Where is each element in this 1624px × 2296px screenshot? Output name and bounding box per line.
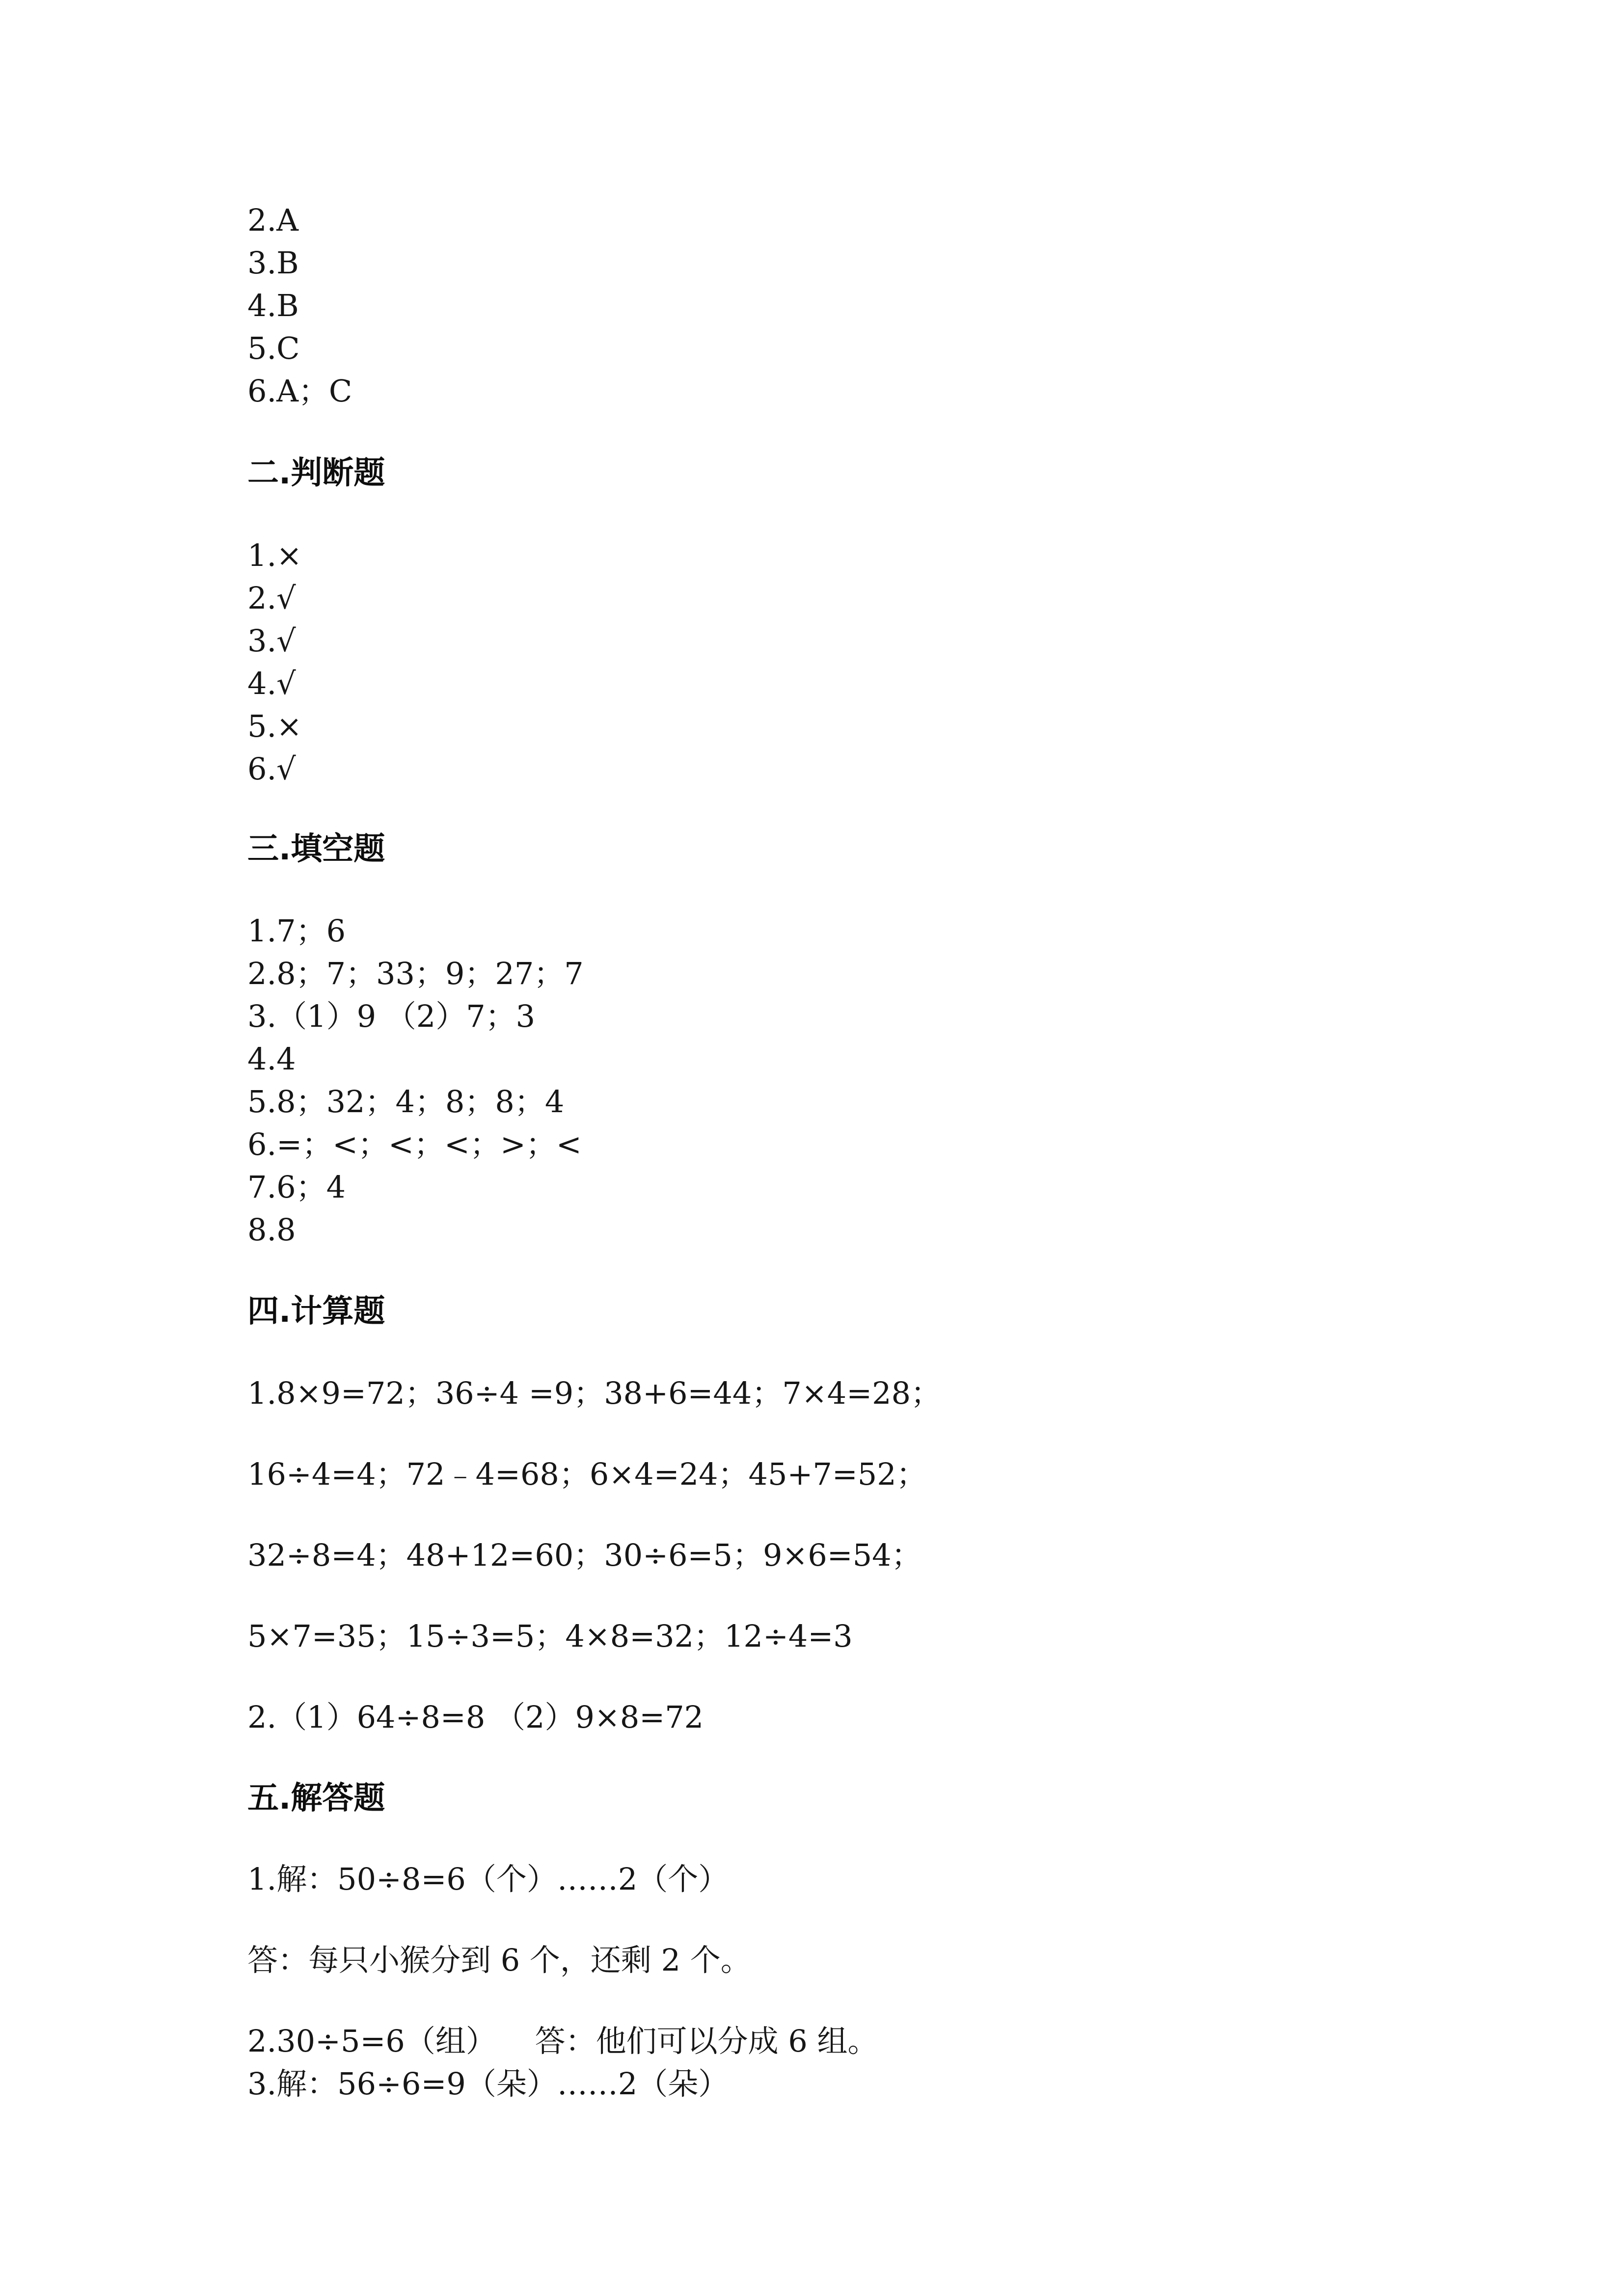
answer-line: 32÷8=4；48+12=60；30÷6=5；9×6=54； xyxy=(247,1537,922,1573)
section-heading-fill-blank: 三.填空题 xyxy=(247,831,385,867)
answer-line: 答：每只小猴分到 6 个，还剩 2 个。 xyxy=(247,1942,751,1978)
answer-line: 2.A xyxy=(247,202,298,238)
answer-line: 1.解：50÷8=6（个）……2（个） xyxy=(247,1861,729,1897)
answer-line: 5.× xyxy=(247,708,302,744)
answer-line: 3.√ xyxy=(247,623,296,659)
answer-line: 6.√ xyxy=(247,751,296,787)
answer-line: 3.解：56÷6=9（朵）……2（朵） xyxy=(247,2066,729,2102)
answer-line: 16÷4=4；72﹣4=68；6×4=24；45+7=52； xyxy=(247,1456,927,1492)
answer-line: 5×7=35；15÷3=5；4×8=32；12÷4=3 xyxy=(247,1618,853,1654)
section-heading-solve: 五.解答题 xyxy=(247,1780,385,1816)
section-heading-calculation: 四.计算题 xyxy=(247,1293,385,1330)
answer-line: 4.√ xyxy=(247,666,296,701)
answer-line: 2.8；7；33；9；27；7 xyxy=(247,956,584,991)
answer-line: 7.6；4 xyxy=(247,1169,346,1205)
answer-line: 2.√ xyxy=(247,580,296,616)
answer-line: 1.7；6 xyxy=(247,913,346,949)
answer-line: 2.30÷5=6（组） 答：他们可以分成 6 组。 xyxy=(247,2023,878,2059)
answer-line: 5.C xyxy=(247,330,300,366)
answer-line: 6.=；<；<；<；>；< xyxy=(247,1126,582,1162)
answer-line: 2.（1）64÷8=8 （2）9×8=72 xyxy=(247,1699,704,1735)
answer-line: 8.8 xyxy=(247,1212,296,1248)
answer-line: 1.× xyxy=(247,537,302,573)
answer-line: 4.4 xyxy=(247,1041,296,1077)
answer-line: 4.B xyxy=(247,288,299,323)
answer-line: 6.A；C xyxy=(247,373,352,409)
answer-line: 3.（1）9 （2）7；3 xyxy=(247,998,536,1034)
answer-line: 5.8；32；4；8；8；4 xyxy=(247,1084,565,1120)
answer-line: 1.8×9=72；36÷4 =9；38+6=44；7×4=28； xyxy=(247,1375,942,1411)
section-heading-judgment: 二.判断题 xyxy=(247,455,385,491)
answer-line: 3.B xyxy=(247,245,299,281)
